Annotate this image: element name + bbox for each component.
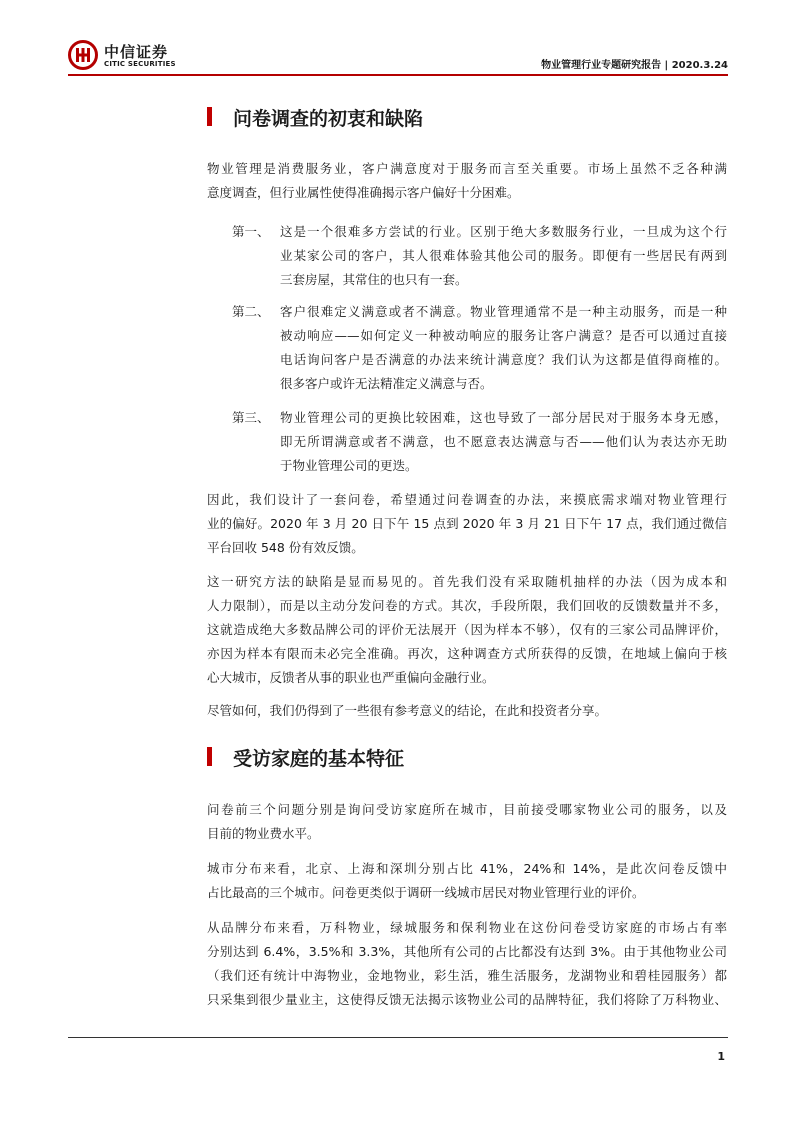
footer-divider (68, 1037, 728, 1038)
paragraph-limitations (207, 570, 727, 690)
text-line: 意度调查，但行业属性使得准确揭示客户偏好十分困难。 (207, 185, 520, 200)
text-line: 因此，我们设计了一套问卷，希望通过问卷调查的办法，来摸底需求端对物业管理行 (207, 492, 727, 507)
citic-logo-icon (68, 40, 98, 70)
text-line: 电话询问客户是否满意的办法来统计满意度？我们认为这都是值得商榷的。 (280, 352, 727, 367)
text-line: 平台回收 548 份有效反馈。 (207, 540, 364, 555)
paragraph-brand-distribution (207, 916, 727, 1012)
text-line: 这就造成绝大多数品牌公司的评价无法展开（因为样本不够），仅有的三家公司品牌评价， (207, 622, 727, 637)
text-line: 从品牌分布来看，万科物业，绿城服务和保利物业在这份问卷受访家庭的市场占有率 (207, 920, 727, 935)
text-line: 问卷前三个问题分别是询问受访家庭所在城市，目前接受哪家物业公司的服务，以及 (207, 802, 727, 817)
paragraph-conclusion (207, 699, 727, 723)
text-line: 这一研究方法的缺陷是显而易见的。首先我们没有采取随机抽样的办法（因为成本和 (207, 574, 727, 589)
section-title: 受访家庭的基本特征 (233, 748, 405, 770)
text-line: 目前的物业费水平。 (207, 826, 320, 841)
section-marker (207, 107, 212, 126)
section-title: 问卷调查的初衷和缺陷 (233, 108, 424, 130)
list-item-label: 第二、 (232, 304, 270, 319)
text-line: 物业管理公司的更换比较困难，这也导致了一部分居民对于服务本身无感， (280, 410, 727, 425)
text-line: 客户很难定义满意或者不满意。物业管理通常不是一种主动服务，而是一种 (280, 304, 727, 319)
brand-name-cn: 中信证券 (104, 43, 169, 61)
header-divider (68, 74, 728, 76)
text-line: 三套房屋，其常住的也只有一套。 (280, 272, 468, 287)
list-item-label: 第三、 (232, 410, 270, 425)
text-line: 亦因为样本有限而未必完全准确。再次，这种调查方式所获得的反馈，在地域上偏向于核 (207, 646, 727, 661)
page-header (68, 36, 728, 76)
text-line: 尽管如何，我们仍得到了一些很有参考意义的结论，在此和投资者分享。 (207, 703, 608, 718)
text-line: 心大城市，反馈者从事的职业也严重偏向金融行业。 (207, 670, 495, 685)
text-line: （我们还有统计中海物业，金地物业，彩生活，雅生活服务，龙湖物业和碧桂园服务）都 (207, 968, 727, 983)
text-line: 分别达到 6.4%，3.5%和 3.3%，其他所有公司的占比都没有达到 3%。由于其他物业公司 (207, 944, 727, 959)
report-title: 物业管理行业专题研究报告 | 2020.3.24 (541, 60, 728, 71)
text-line: 这是一个很难多方尝试的行业。区别于绝大多数服务行业，一旦成为这个行 (280, 224, 727, 239)
text-line: 即无所谓满意或者不满意，也不愿意表达满意与否——他们认为表达亦无助 (280, 434, 727, 449)
page-number: 1 (717, 1050, 725, 1063)
text-line: 于物业管理公司的更迭。 (280, 458, 418, 473)
text-line: 城市分布来看，北京、上海和深圳分别占比 41%，24%和 14%，是此次问卷反馈中 (207, 861, 727, 876)
text-line: 业的偏好。2020 年 3 月 20 日下午 15 点到 2020 年 3 月 21 日下午 17 点，我们通过微信 (207, 516, 727, 531)
paragraph-intro (207, 157, 727, 205)
text-line: 很多客户或许无法精准定义满意与否。 (280, 376, 493, 391)
paragraph-survey-questions (207, 798, 727, 846)
paragraph-city-distribution (207, 857, 727, 905)
text-line: 业某家公司的客户，其人很难体验其他公司的服务。即便有一些居民有两到 (280, 248, 727, 263)
brand-name-en: CITIC SECURITIES (104, 60, 176, 68)
section-marker (207, 747, 212, 766)
paragraph-method (207, 488, 727, 560)
text-line: 人力限制），而是以主动分发问卷的方式。其次，手段所限，我们回收的反馈数量并不多， (207, 598, 727, 613)
text-line: 占比最高的三个城市。问卷更类似于调研一线城市居民对物业管理行业的评价。 (207, 885, 645, 900)
text-line: 物业管理是消费服务业，客户满意度对于服务而言至关重要。市场上虽然不乏各种满 (207, 161, 727, 176)
text-line: 被动响应——如何定义一种被动响应的服务让客户满意？是否可以通过直接 (280, 328, 727, 343)
text-line: 只采集到很少量业主，这使得反馈无法揭示该物业公司的品牌特征，我们将除了万科物业、 (207, 992, 727, 1007)
list-item-label: 第一、 (232, 224, 270, 239)
